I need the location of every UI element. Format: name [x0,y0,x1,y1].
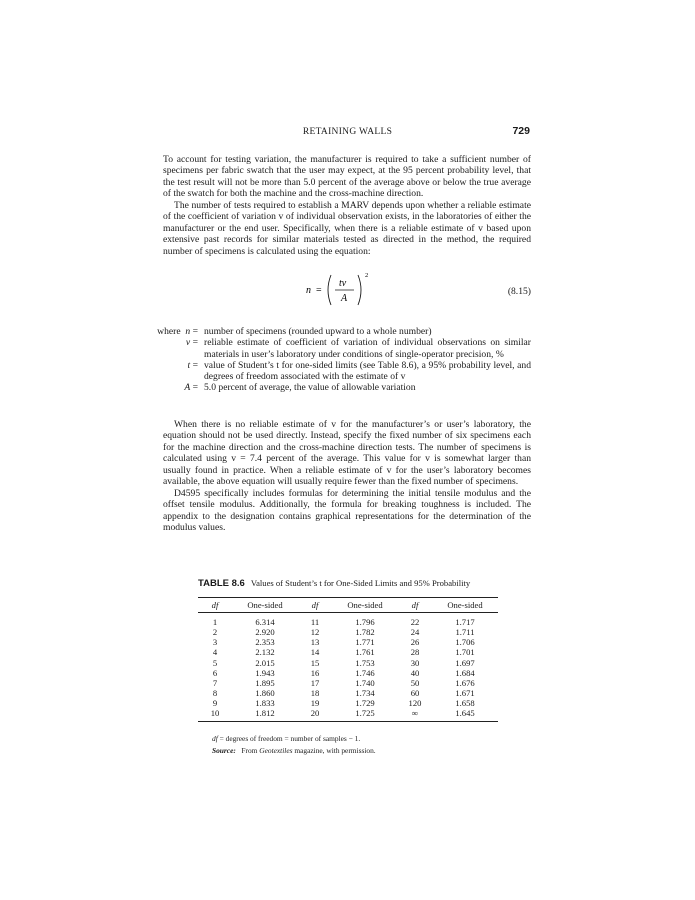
source-magazine: Geotextiles [259,746,293,755]
table-cell: 4 [212,647,218,658]
table-cell: 10 [198,708,232,721]
table-source-note [212,746,376,755]
header-df: df [298,598,332,613]
intro-text [163,154,531,257]
table-cell: 2 [212,627,218,638]
table-cell: 1.812 [232,708,298,721]
where-symbol-t: t [187,359,191,371]
table-cell: 1.717 [455,617,475,627]
table-cell: 1.782 [355,627,375,638]
table-cell: 1.645 [432,708,498,721]
table-cell: 19 [310,698,320,709]
where-definition-n: number of specimens (rounded upward to a whole number) [204,326,432,337]
table-cell: 1.697 [455,657,475,668]
table-cell: 1.658 [455,698,475,709]
table-row [198,678,498,688]
eq-equals: = [316,285,322,296]
equation-number: (8.15) [507,286,531,297]
table-cell: 20 [298,708,332,721]
header-one-sided: One-sided [232,598,298,613]
where-item-n: where n = number of specimens (rounded upward to a whole number) [163,326,531,337]
running-header: RETAINING WALLS [302,127,393,137]
source-prefix: From [241,746,258,755]
where-item-t: t = value of Student’s t for one-sided limits (see Table 8.6), a 95% probability level, and degrees of freedom associated with the estimate of v [187,359,531,383]
table-cell: 2.132 [255,647,275,658]
paragraph-4: D4595 specifically includes formulas for determining the initial tensile modulus and the offset tensile modulus. Additionally, the formula for breaking toughness is included. The appendix to the designation contains graphical representations for the determination of the modulus values. [163,487,531,534]
table-cell: 50 [410,677,420,688]
table-row [198,613,498,628]
table-cell: 1.746 [355,667,375,678]
table-row [198,698,498,708]
table-cell: 1.725 [332,708,398,721]
where-definition-t: value of Student’s t for one-sided limits (see Table 8.6), a 95% probability level, and degrees of freedom associated with the estimate of v [204,359,531,383]
table-cell: 1.711 [455,627,475,638]
paragraph-1: To account for testing variation, the manufacturer is required to take a sufficient number of specimens per fabric swatch that the user may expect, at the 95 percent probability level, that the test result will not be more than 5.0 percent of the average above or below the true average of the swatch for both the machine and the cross-machine direction. [163,154,531,200]
table-row [198,627,498,637]
table-cell: 22 [410,617,420,627]
table-row [198,647,498,657]
table-cell: 30 [410,657,420,668]
table-cell: 1.796 [355,617,375,627]
table-cell: ∞ [398,708,432,721]
table-cell: 1.684 [455,667,475,678]
table-cell: 1.753 [355,657,375,668]
discussion-text [163,419,531,534]
table-cell: 1.860 [255,688,275,699]
equation-graphic [163,262,531,318]
eq-right-paren [358,275,361,305]
paragraph-2: The number of tests required to establish a MARV depends upon whether a reliable estimate of the coefficient of variation v of individual observation exists, in the laboratories of either the manufacturer or the end user. Specifically, when there is a reliable estimate of v based upon extensive past records for similar materials tested as directed in the method, the required number of specimens is calculated using the equation: [163,199,531,257]
table-cell: 5 [212,657,218,668]
table-cell: 16 [310,667,320,678]
table-row [198,637,498,647]
table-label: TABLE 8.6 [198,578,245,589]
table-cell: 9 [212,698,218,709]
source-label: Source: [212,746,236,755]
table-cell: 1.706 [455,637,475,648]
table-cell: 120 [408,698,422,709]
table-cell: 11 [310,617,320,627]
table-cell: 24 [410,627,420,638]
table-cell: 60 [410,688,420,699]
table-caption [198,578,470,589]
table-cell: 1.943 [255,667,275,678]
table-cell: 18 [310,688,320,699]
table-cell: 1.833 [255,698,275,709]
table-cell: 2.353 [255,637,275,648]
table-cell: 7 [212,677,218,688]
table-cell: 40 [410,667,420,678]
table-cell: 2.920 [255,627,275,638]
table-cell: 1.729 [355,698,375,709]
table-cell: 1.761 [355,647,375,658]
where-symbol-v: v [185,337,191,349]
header-df: df [398,598,432,613]
eq-denominator: A [341,293,348,304]
where-symbol-n: n [185,326,191,337]
table-cell: 1.671 [455,688,475,699]
eq-numerator: tv [339,278,347,289]
eq-exponent: 2 [365,272,369,279]
page-number: 729 [512,125,530,137]
table-header-row [198,598,498,613]
table-cell: 1.701 [455,647,475,658]
where-symbol-a: A [184,382,191,394]
table-cell: 26 [410,637,420,648]
table-cell: 3 [212,637,218,648]
table-cell: 13 [310,637,320,648]
note-df-text: = degrees of freedom = number of samples − 1. [219,734,361,743]
table-cell: 28 [410,647,420,658]
eq-lhs: n [306,285,311,296]
note-df-label: df [212,734,218,743]
table-cell: 1.740 [355,677,375,688]
where-definition-v: reliable estimate of coefficient of variation of individual observations on similar materials in user’s laboratory under conditions of single-operator precision, % [204,337,531,360]
where-list [157,326,531,394]
where-item-v: v = reliable estimate of coefficient of variation of individual observations on similar materials in user’s laboratory under conditions of single-operator precision, % [185,337,531,360]
table-note-df [212,734,360,743]
header-one-sided: One-sided [332,598,398,613]
table-cell: 17 [310,677,320,688]
source-suffix: magazine, with permission. [294,746,376,755]
table-cell: 14 [310,647,320,658]
table-cell: 12 [310,627,320,638]
where-item-a: A = 5.0 percent of average, the value of allowable variation [163,382,531,393]
table-cell: 2.015 [255,657,275,668]
table-cell: 1.895 [255,677,275,688]
table-cell: 1 [212,617,218,627]
table-row [198,668,498,678]
table-cell: 6 [212,667,218,678]
paragraph-3: When there is no reliable estimate of v for the manufacturer’s or user’s laboratory, the equation should not be used directly. Instead, specify the fixed number of six specimens each for the machine direction and the cross-machine direction tests. The number of specimens is calculated using v = 7.4 percent of the average. This value for v is somewhat larger than usually found in practice. When a reliable estimate of v for the user’s laboratory becomes available, the above equation will usually require fewer than the fixed number of specimens. [163,419,531,488]
table-cell: 15 [310,657,320,668]
equation-8-15 [163,262,531,318]
student-t-table [198,597,498,722]
table-cell: 1.771 [355,637,375,648]
eq-left-paren [328,275,331,305]
table-cell: 1.676 [455,677,475,688]
where-prefix: where [157,326,181,337]
table-cell: 1.734 [355,688,375,699]
table-caption-text: Values of Student’s t for One-Sided Limits and 95% Probability [250,578,471,588]
table-row [198,658,498,668]
table-cell: 8 [212,688,218,699]
header-df: df [198,598,232,613]
header-one-sided: One-sided [432,598,498,613]
table-cell: 6.314 [255,617,275,627]
table-row [198,688,498,698]
table-row [198,708,498,721]
where-definition-a: 5.0 percent of average, the value of allowable variation [204,382,416,394]
